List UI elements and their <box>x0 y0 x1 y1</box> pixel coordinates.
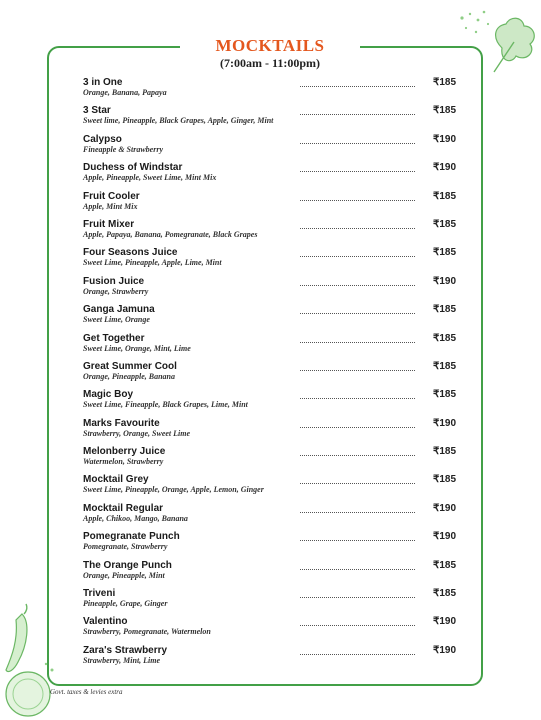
item-price: ₹190 <box>433 275 457 287</box>
item-name: Ganga Jamuna <box>83 304 155 316</box>
menu-item <box>83 616 463 644</box>
menu-item <box>83 645 463 673</box>
menu-item <box>83 191 463 219</box>
item-name: Four Seasons Juice <box>83 247 178 259</box>
item-name: Great Summer Cool <box>83 360 177 372</box>
menu-item <box>83 304 463 332</box>
dot-leader <box>300 427 415 428</box>
tax-note: Govt. taxes & levies extra <box>50 688 123 696</box>
dot-leader <box>300 370 415 371</box>
menu-item <box>83 531 463 559</box>
dot-leader <box>300 256 415 257</box>
item-ingredients: Sweet Lime, Fineapple, Black Grapes, Lime, Mint <box>83 400 248 410</box>
menu-item <box>83 560 463 588</box>
item-price: ₹185 <box>433 304 457 316</box>
item-price: ₹190 <box>433 162 457 174</box>
item-name: Pomegranate Punch <box>83 531 180 543</box>
item-name: Zara's Strawberry <box>83 644 168 656</box>
item-name: Calypso <box>83 133 122 145</box>
item-price: ₹185 <box>433 588 457 600</box>
menu-item <box>83 474 463 502</box>
dot-leader <box>300 313 415 314</box>
menu-items-list <box>83 77 463 673</box>
item-price: ₹185 <box>433 332 457 344</box>
item-name: Mocktail Regular <box>83 502 164 514</box>
item-price: ₹185 <box>433 559 457 571</box>
menu-item <box>83 446 463 474</box>
item-ingredients: Sweet Lime, Orange <box>83 315 150 325</box>
item-ingredients: Strawberry, Mint, Lime <box>83 655 161 665</box>
dot-leader <box>300 654 415 655</box>
menu-item <box>83 162 463 190</box>
item-name: Melonberry Juice <box>83 446 166 458</box>
dot-leader <box>300 86 415 87</box>
item-name: Mocktail Grey <box>83 474 149 486</box>
dot-leader <box>300 342 415 343</box>
item-name: Fruit Mixer <box>83 218 135 230</box>
dot-leader <box>300 540 415 541</box>
item-price: ₹185 <box>433 105 457 117</box>
item-ingredients: Pineapple, Grape, Ginger <box>83 599 168 609</box>
item-ingredients: Apple, Mint Mix <box>83 201 138 211</box>
item-price: ₹185 <box>433 474 457 486</box>
item-ingredients: Pomegranate, Strawberry <box>83 542 168 552</box>
item-ingredients: Apple, Chikoo, Mango, Banana <box>83 513 188 523</box>
item-price: ₹185 <box>433 360 457 372</box>
item-ingredients: Watermelon, Strawberry <box>83 457 164 467</box>
item-name: Get Together <box>83 332 145 344</box>
dot-leader <box>300 455 415 456</box>
item-name: Marks Favourite <box>83 417 160 429</box>
item-ingredients: Orange, Banana, Papaya <box>83 88 167 97</box>
item-ingredients: Sweet Lime, Pineapple, Apple, Lime, Mint <box>83 258 222 268</box>
item-price: ₹190 <box>433 616 457 628</box>
item-price: ₹185 <box>433 218 457 230</box>
item-ingredients: Strawberry, Orange, Sweet Lime <box>83 428 191 438</box>
menu-item <box>83 418 463 446</box>
menu-item <box>83 77 463 105</box>
item-ingredients: Orange, Pineapple, Banana <box>83 371 176 381</box>
menu-item <box>83 247 463 275</box>
dot-leader <box>300 398 415 399</box>
item-ingredients: Sweet lime, Pineapple, Black Grapes, Apple, Ginger, Mint <box>83 116 274 126</box>
item-name: The Orange Punch <box>83 559 172 571</box>
item-name: Fruit Cooler <box>83 190 140 202</box>
item-ingredients: Strawberry, Pomegranate, Watermelon <box>83 627 211 637</box>
item-price: ₹190 <box>433 644 457 656</box>
item-ingredients: Orange, Pineapple, Mint <box>83 570 165 580</box>
item-ingredients: Sweet Lime, Pineapple, Orange, Apple, Lemon, Ginger <box>83 485 264 495</box>
coriander-leaf-icon <box>452 8 541 78</box>
dot-leader <box>300 512 415 513</box>
page-title: MOCKTAILS <box>215 36 325 55</box>
item-price: ₹185 <box>433 190 457 202</box>
dot-leader <box>300 483 415 484</box>
dot-leader <box>300 569 415 570</box>
menu-item <box>83 361 463 389</box>
item-ingredients: Apple, Papaya, Banana, Pomegranate, Black Grapes <box>83 229 258 239</box>
dot-leader <box>300 625 415 626</box>
dot-leader <box>300 143 415 144</box>
serving-hours: (7:00am - 11:00pm) <box>220 56 320 70</box>
item-price: ₹190 <box>433 417 457 429</box>
dot-leader <box>300 171 415 172</box>
item-name: 3 in One <box>83 77 123 88</box>
menu-item <box>83 389 463 417</box>
dot-leader <box>300 200 415 201</box>
dot-leader <box>300 114 415 115</box>
item-name: Duchess of Windstar <box>83 162 183 174</box>
menu-header <box>180 36 360 70</box>
menu-item <box>83 276 463 304</box>
dot-leader <box>300 597 415 598</box>
item-price: ₹185 <box>433 446 457 458</box>
item-price: ₹185 <box>433 389 457 401</box>
item-price: ₹190 <box>433 502 457 514</box>
item-ingredients: Apple, Pineapple, Sweet Lime, Mint Mix <box>83 173 217 183</box>
item-name: Triveni <box>83 588 116 600</box>
item-ingredients: Orange, Strawberry <box>83 286 149 296</box>
item-ingredients: Sweet Lime, Orange, Mint, Lime <box>83 343 191 353</box>
item-price: ₹185 <box>433 77 457 88</box>
item-price: ₹190 <box>433 133 457 145</box>
item-name: Valentino <box>83 616 128 628</box>
menu-item <box>83 219 463 247</box>
dot-leader <box>300 228 415 229</box>
dot-leader <box>300 285 415 286</box>
menu-item <box>83 134 463 162</box>
item-ingredients: Fineapple & Strawberry <box>83 144 164 154</box>
item-name: Magic Boy <box>83 389 134 401</box>
menu-item <box>83 333 463 361</box>
menu-item <box>83 503 463 531</box>
item-price: ₹190 <box>433 531 457 543</box>
menu-item <box>83 105 463 133</box>
item-name: Fusion Juice <box>83 275 145 287</box>
item-name: 3 Star <box>83 105 111 117</box>
item-price: ₹185 <box>433 247 457 259</box>
menu-item <box>83 588 463 616</box>
